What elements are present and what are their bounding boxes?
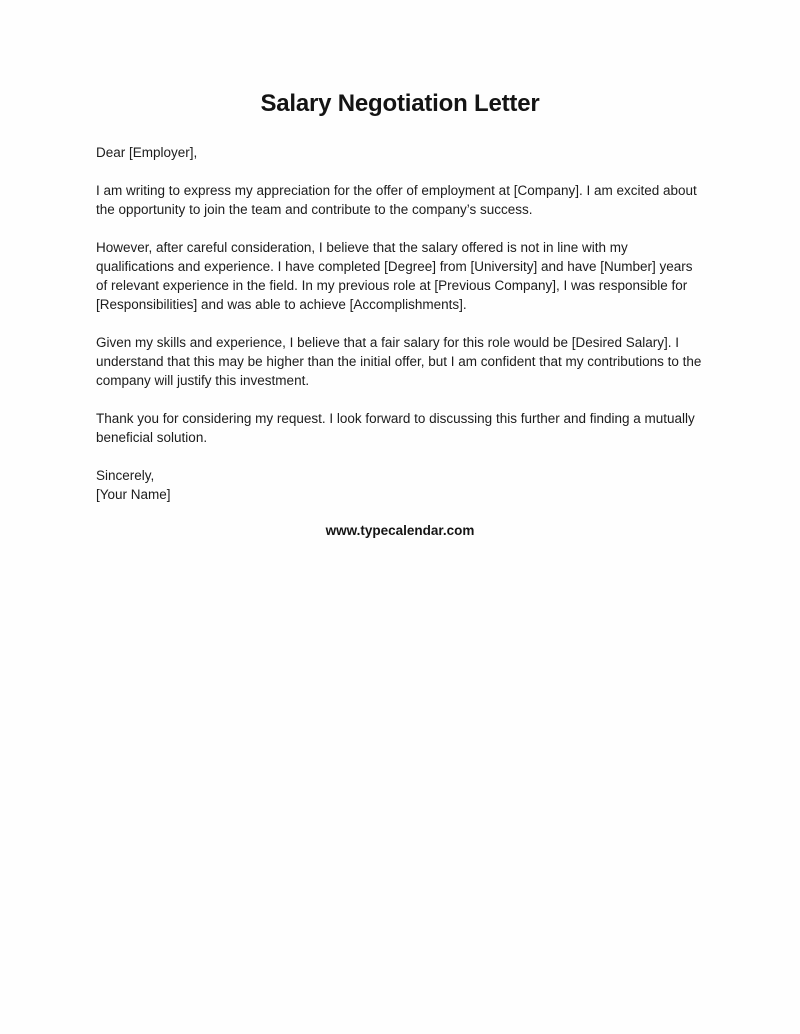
footer-website-text: www.typecalendar.com [325, 522, 475, 538]
salutation: Dear [Employer], [96, 144, 198, 160]
signature-placeholder: [Your Name] [96, 486, 171, 502]
letter-body [96, 143, 704, 504]
page-title: Salary Negotiation Letter [260, 90, 540, 117]
paragraph-qualifications: However, after careful consideration, I believe that the salary offered is not in line with my qualifications and experience. I have completed [Degree] from [University] and have [Number] years of relevant experience in the field. In my previous role at [Previous Company], I was responsible for [Responsibilities] and was able to achieve [Accomplishments]. [96, 239, 693, 312]
paragraph-thank-you: Thank you for considering my request. I look forward to discussing this further and finding a mutually beneficial solution. [96, 410, 695, 445]
paragraph-appreciation: I am writing to express my appreciation for the offer of employment at [Company]. I am excited about the opportunity to join the team and contribute to the company’s success. [96, 182, 697, 217]
paragraph-desired-salary: Given my skills and experience, I believe that a fair salary for this role would be [Desired Salary]. I understand that this may be higher than the initial offer, but I am confident that my contributions to the company will justify this investment. [96, 334, 702, 388]
closing: Sincerely, [96, 467, 155, 483]
